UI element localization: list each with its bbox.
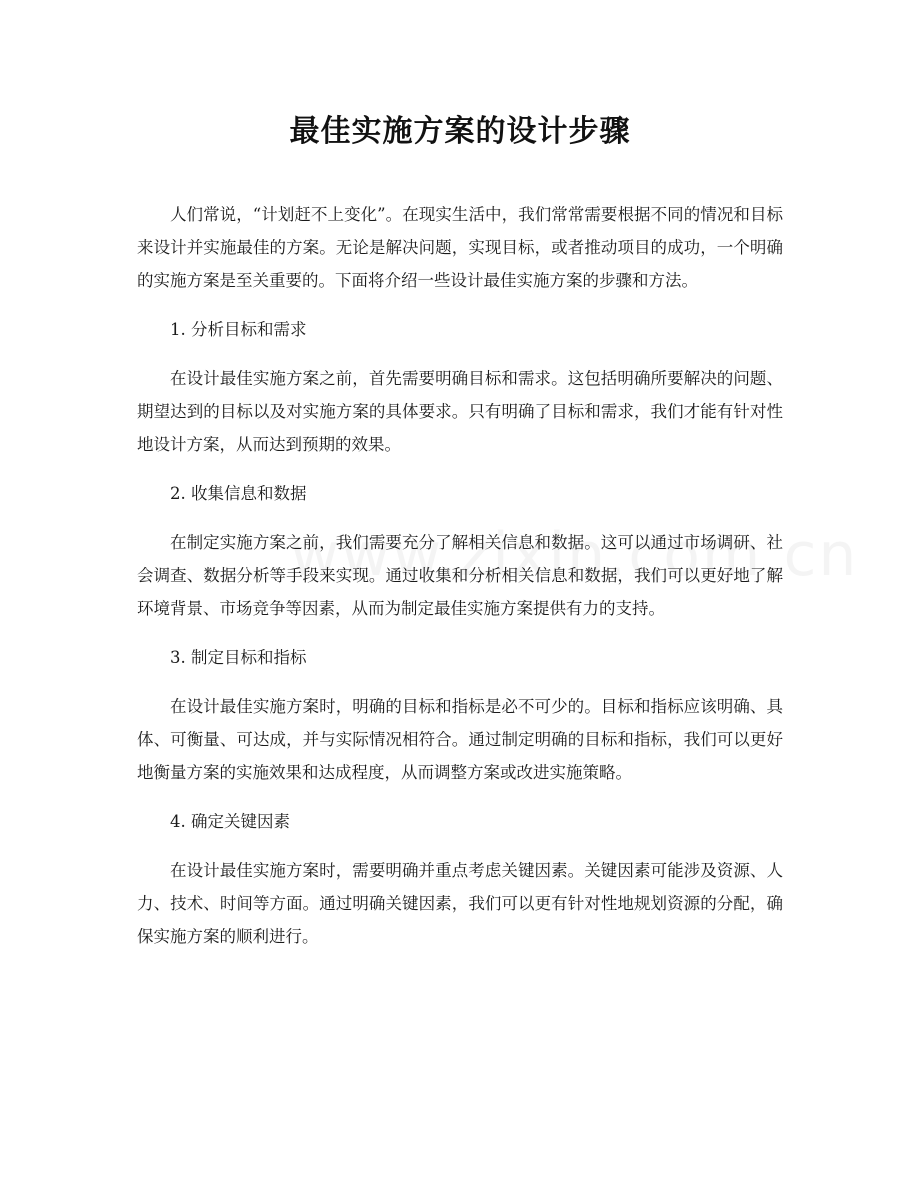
section-heading-2: 2. 收集信息和数据 [170, 484, 307, 503]
section-heading-4: 4. 确定关键因素 [170, 812, 290, 831]
section-body-3: 在设计最佳实施方案时，明确的目标和指标是必不可少的。目标和指标应该明确、具体、可衡量、可达成，并与实际情况相符合。通过制定明确的目标和指标，我们可以更好地衡量方案的实施效果和达成程度，从而调整方案或改进实施策略。 [137, 697, 783, 782]
section-heading-1: 1. 分析目标和需求 [170, 320, 307, 339]
intro-paragraph: 人们常说，“计划赶不上变化”。在现实生活中，我们常常需要根据不同的情况和目标来设计并实施最佳的方案。无论是解决问题，实现目标，或者推动项目的成功，一个明确的实施方案是至关重要的。下面将介绍一些设计最佳实施方案的步骤和方法。 [137, 205, 783, 290]
section-heading-3: 3. 制定目标和指标 [170, 648, 307, 667]
section-body-1: 在设计最佳实施方案之前，首先需要明确目标和需求。这包括明确所要解决的问题、期望达到的目标以及对实施方案的具体要求。只有明确了目标和需求，我们才能有针对性地设计方案，从而达到预期的效果。 [137, 369, 783, 454]
section-body-4: 在设计最佳实施方案时，需要明确并重点考虑关键因素。关键因素可能涉及资源、人力、技术、时间等方面。通过明确关键因素，我们可以更有针对性地规划资源的分配，确保实施方案的顺利进行。 [137, 861, 783, 946]
document-title: 最佳实施方案的设计步骤 [289, 114, 631, 149]
section-body-2: 在制定实施方案之前，我们需要充分了解相关信息和数据。这可以通过市场调研、社会调查、数据分析等手段来实现。通过收集和分析相关信息和数据，我们可以更好地了解环境背景、市场竞争等因素，从而为制定最佳实施方案提供有力的支持。 [137, 533, 783, 618]
